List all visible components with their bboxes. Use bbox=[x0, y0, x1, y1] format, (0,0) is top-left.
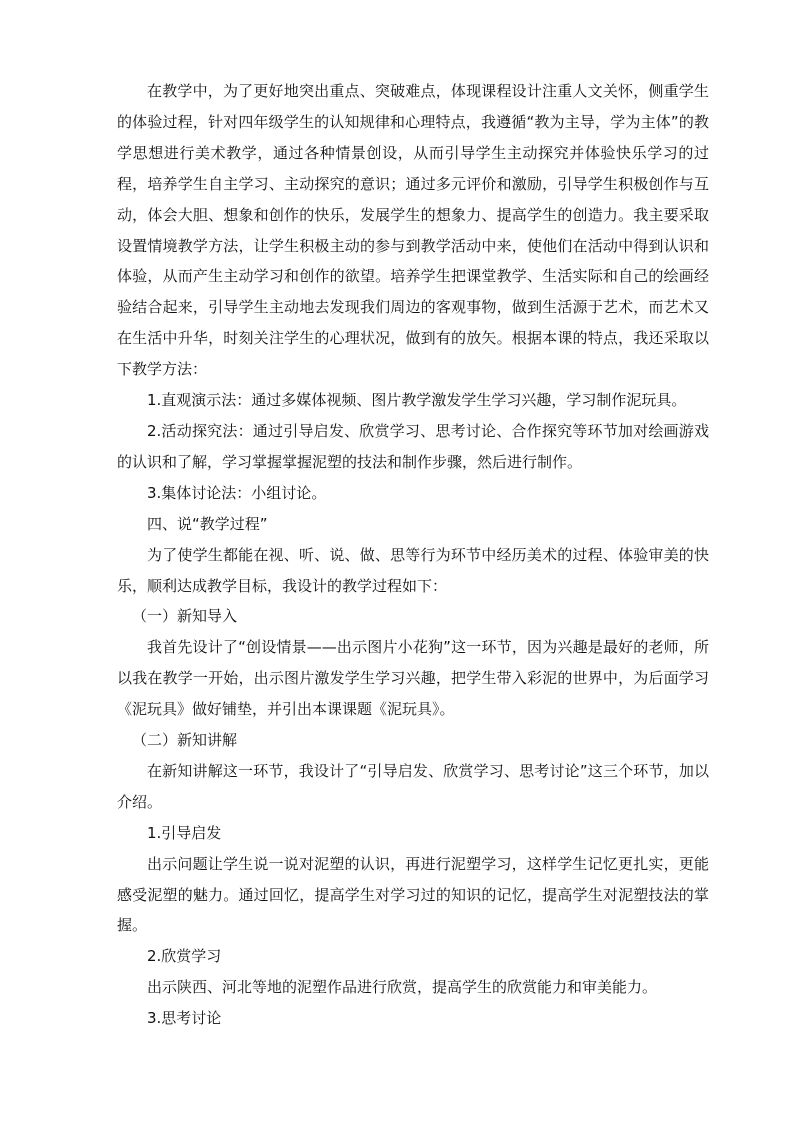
item-heading-discussion: 3.思考讨论 bbox=[147, 1009, 222, 1028]
paragraph-guidance: 出示问题让学生说一说对泥塑的认识，再进行泥塑学习，这样学生记忆更扎实，更能感受泥塑的魅力。通过回忆，提高学生对学习过的知识的记忆，提高学生对泥塑技法的掌握。 bbox=[117, 854, 709, 935]
paragraph-method-2: 2.活动探究法：通过引导启发、欣赏学习、思考讨论、合作探究等环节加对绘画游戏的认识和了解，学习掌握掌握泥塑的技法和制作步骤，然后进行制作。 bbox=[117, 421, 709, 471]
paragraph-appreciation: 出示陕西、河北等地的泥塑作品进行欣赏，提高学生的欣赏能力和审美能力。 bbox=[147, 978, 658, 997]
paragraph-method-1: 1.直观演示法：通过多媒体视频、图片教学激发学生学习兴趣，学习制作泥玩具。 bbox=[147, 391, 687, 410]
paragraph-intro-design: 我首先设计了“创设情景——出示图片小花狗”这一环节，因为兴趣是最好的老师，所以我在教学一开始，出示图片激发学生学习兴趣，把学生带入彩泥的世界中，为后面学习《泥玩具》做好铺垫，并引出本课课题《泥玩具》。 bbox=[117, 638, 709, 719]
document-page bbox=[117, 76, 709, 1034]
subheading-new-knowledge-explain: （二）新知讲解 bbox=[132, 731, 238, 750]
subheading-new-knowledge-intro: （一）新知导入 bbox=[132, 607, 238, 626]
paragraph-method-3: 3.集体讨论法：小组讨论。 bbox=[147, 483, 327, 502]
paragraph-teaching-approach: 在教学中，为了更好地突出重点、突破难点，体现课程设计注重人文关怀，侧重学生的体验过程，针对四年级学生的认知规律和心理特点，我遵循“教为主导，学为主体”的教学思想进行美术教学，通过各种情景创设，从而引导学生主动探究并体验快乐学习的过程，培养学生自主学习、主动探究的意识；通过多元评价和激励，引导学生积极创作与互动，体会大胆、想象和创作的快乐，发展学生的想象力、提高学生的创造力。我主要采取设置情境教学方法，让学生积极主动的参与到教学活动中来，使他们在活动中得到认识和体验，从而产生主动学习和创作的欲望。培养学生把课堂教学、生活实际和自己的绘画经验结合起来，引导学生主动地去发现我们周边的客观事物，做到生活源于艺术，而艺术又在生活中升华，时刻关注学生的心理状况，做到有的放矢。根据本课的特点，我还采取以下教学方法： bbox=[117, 82, 709, 379]
item-heading-guidance: 1.引导启发 bbox=[147, 823, 222, 842]
item-heading-appreciation: 2.欣赏学习 bbox=[147, 947, 222, 966]
paragraph-process-intro: 为了使学生都能在视、听、说、做、思等行为环节中经历美术的过程、体验审美的快乐，顺利达成教学目标，我设计的教学过程如下： bbox=[117, 545, 709, 595]
paragraph-explain-design: 在新知讲解这一环节，我设计了“引导启发、欣赏学习、思考讨论”这三个环节，加以介绍。 bbox=[117, 761, 709, 811]
section-heading-teaching-process: 四、说“教学过程” bbox=[147, 514, 268, 533]
